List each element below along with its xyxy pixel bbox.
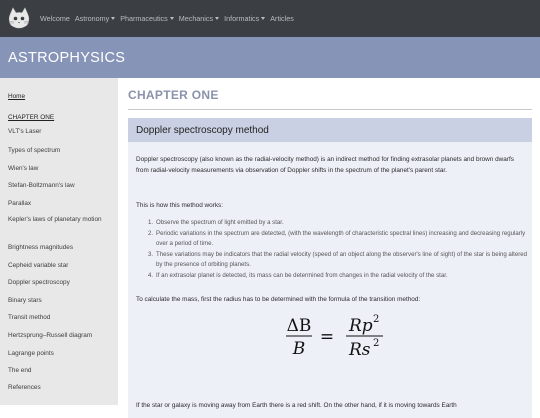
sidebar-item-the-end[interactable]: The end xyxy=(8,367,32,374)
formula-lhs-numerator: ΔB xyxy=(286,316,312,336)
sidebar xyxy=(0,78,118,405)
list-item-text: Observe the spectrum of light emitted by a star. xyxy=(156,219,284,226)
section-title: Doppler spectroscopy method xyxy=(136,125,269,136)
caret-down-icon xyxy=(215,17,219,20)
caret-down-icon xyxy=(170,17,174,20)
page-banner xyxy=(0,37,540,78)
sidebar-item-stefan-boltzmann[interactable]: Stefan-Boltzmann's law xyxy=(8,182,75,189)
list-item: 4. If an extrasolar planet is detected, its mass can be determined from changes in the radial velocity of the star. xyxy=(148,271,528,282)
formula-equals: = xyxy=(319,327,335,347)
nav-informatics-label: Informatics xyxy=(224,14,260,23)
cat-logo-icon[interactable] xyxy=(6,6,32,32)
section-header xyxy=(128,118,532,142)
sidebar-item-doppler[interactable]: Doppler spectroscopy xyxy=(8,279,70,286)
sidebar-item-keplers-laws[interactable]: Kepler's laws of planetary motion xyxy=(8,216,102,223)
formula-rhs-denominator: Rs xyxy=(349,340,371,360)
caret-down-icon xyxy=(261,17,265,20)
mass-paragraph: To calculate the mass, first the radius has to be determined with the formula of the transition method: xyxy=(136,296,421,303)
sidebar-item-parallax[interactable]: Parallax xyxy=(8,200,32,207)
sidebar-item-wiens-law[interactable]: Wien's law xyxy=(8,165,39,172)
top-navbar xyxy=(0,0,540,37)
steps-list xyxy=(148,218,528,281)
sidebar-item-home[interactable]: Home xyxy=(8,93,26,100)
page-title: CHAPTER ONE xyxy=(128,88,219,102)
sidebar-item-binary-stars[interactable]: Binary stars xyxy=(8,297,42,304)
intro-paragraph: Doppler spectroscopy (also known as the radial-velocity method) is an indirect method for finding extrasolar planets and brown dwarfs from radial-velocity measurements via observation of Doppler shifts in the spectrum of the planet's parent star. xyxy=(136,156,514,174)
nav-astronomy-label: Astronomy xyxy=(74,14,110,23)
banner-title: ASTROPHYSICS xyxy=(8,50,126,66)
nav-informatics[interactable] xyxy=(224,14,265,23)
nav-welcome[interactable] xyxy=(40,14,70,23)
sidebar-item-vlt-laser[interactable]: VLT's Laser xyxy=(8,128,42,135)
sidebar-item-hr-diagram[interactable]: Hertzsprung–Russell diagram xyxy=(8,332,93,339)
sidebar-item-transit-method[interactable]: Transit method xyxy=(8,314,51,321)
how-it-works-text: This is how this method works: xyxy=(136,202,224,209)
sidebar-item-brightness-magnitudes[interactable]: Brightness magnitudes xyxy=(8,244,74,251)
sidebar-item-types-of-spectrum[interactable]: Types of spectrum xyxy=(8,147,61,154)
sidebar-item-references[interactable]: References xyxy=(8,384,41,391)
formula-rhs-numerator: Rp xyxy=(349,316,373,336)
list-item: 1. Observe the spectrum of light emitted by a star. xyxy=(148,218,528,229)
nav-articles-label: Articles xyxy=(270,14,294,23)
list-item-text: If an extrasolar planet is detected, its mass can be determined from changes in the radial velocity of the star. xyxy=(156,271,448,279)
nav-astronomy[interactable] xyxy=(75,14,115,23)
cutoff-paragraph: If the star or galaxy is moving away from Earth there is a red shift. On the other hand, if it is moving towards Earth xyxy=(136,402,457,409)
list-item: 3. These variations may be indicators that the radial velocity (speed of an object along the observer's line of sight) of the star is being altered by the presence of orbiting planets. xyxy=(148,250,528,271)
sidebar-item-cepheid[interactable]: Cepheid variable star xyxy=(8,262,69,269)
transit-formula xyxy=(128,311,532,361)
caret-down-icon xyxy=(111,17,115,20)
formula-rhs-numerator-exponent: 2 xyxy=(373,314,380,325)
formula-rhs-denominator-exponent: 2 xyxy=(373,338,380,349)
nav-mechanics-label: Mechanics xyxy=(178,14,214,23)
divider xyxy=(128,109,532,110)
sidebar-item-chapter-one[interactable]: CHAPTER ONE xyxy=(8,114,55,121)
doppler-section xyxy=(128,118,532,418)
sidebar-item-lagrange-points[interactable]: Lagrange points xyxy=(8,350,54,357)
list-item-text: These variations may be indicators that the radial velocity (speed of an object along the observer's line of sight) of the star is being altered by the presence of orbiting planets. xyxy=(156,250,528,268)
list-item: 2. Periodic variations in the spectrum are detected, (with the wavelength of characteristic spectral lines) increasing and decreasing regularly over a period of time. xyxy=(148,229,528,250)
formula-lhs-denominator: B xyxy=(292,339,306,359)
nav-articles[interactable] xyxy=(270,14,294,23)
main-content xyxy=(118,78,540,409)
list-item-text: Periodic variations in the spectrum are detected, (with the wavelength of characteristic spectral lines) increasing and decreasing regularly over a period of time. xyxy=(156,229,526,247)
nav-pharmaceutics-label: Pharmaceutics xyxy=(120,14,168,23)
nav-pharmaceutics[interactable] xyxy=(120,14,174,23)
nav-welcome-label: Welcome xyxy=(40,14,70,23)
nav-mechanics[interactable] xyxy=(179,14,219,23)
